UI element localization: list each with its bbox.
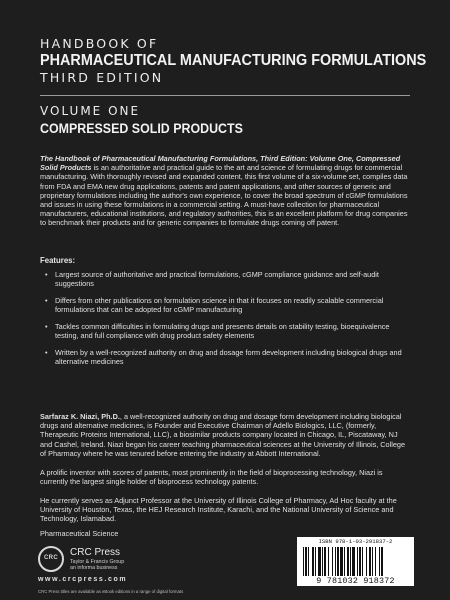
- barcode-bar: [318, 547, 321, 576]
- barcode-bar: [305, 547, 307, 576]
- barcode-bar: [324, 547, 326, 576]
- crc-logo-icon: [38, 546, 64, 572]
- publisher-group: Taylor & Francis Group: [70, 559, 125, 565]
- publisher-name: CRC Press: [70, 547, 121, 558]
- features-list: [40, 270, 410, 374]
- feature-text: Tackles common difficulties in formulating drugs and presents details on stability testing, bioequivalence testing, and full compliance with drug product safety elements: [55, 322, 390, 341]
- barcode-bar: [344, 547, 345, 576]
- volume-title: COMPRESSED SOLID PRODUCTS: [40, 121, 243, 136]
- bullet-icon: •: [45, 270, 48, 279]
- inventor-paragraph: A prolific inventor with scores of patents, most prominently in the field of bioprocessing technology, Niazi is currently the largest single holder of bioprocess technology patents.: [40, 468, 383, 487]
- barcode-bar: [340, 547, 343, 576]
- book-header: [40, 36, 427, 85]
- barcode-bar: [308, 547, 309, 576]
- barcode-bar: [359, 547, 361, 576]
- barcode-number: 9 781032 918372: [316, 576, 395, 586]
- barcode-bar: [375, 547, 376, 576]
- barcode-bar: [312, 547, 314, 576]
- bio-text: , a well-recognized authority on drug and dosage form development including biological drugs and alternative medicines, is Founder and Executive Chairman of Adello Biologics, LLC, (formerly, Therapeutic Proteins International, LLC), a biosimilar products company located in Chicago, IL, Piscataway, NJ and Cashel, Ireland. Niazi began his career teaching pharmaceutical sciences at the University of Illinois, College of Pharmacy where he was tenured before entering the industry at Abbott International.: [40, 412, 406, 458]
- barcode-bar: [352, 547, 355, 576]
- barcode-bar: [357, 547, 358, 576]
- barcode-bar: [335, 547, 336, 576]
- list-item: [40, 296, 410, 314]
- bullet-icon: •: [45, 322, 48, 331]
- bullet-icon: •: [45, 348, 48, 357]
- barcode-bar: [303, 547, 304, 576]
- list-item: [40, 322, 410, 340]
- author-bio-paragraph: [40, 412, 410, 458]
- list-item: [40, 270, 410, 288]
- barcode-bar: [362, 547, 363, 576]
- barcode-icon: [303, 547, 408, 576]
- edition-label: THIRD EDITION: [40, 70, 164, 85]
- barcode-bar: [332, 547, 333, 576]
- barcode-bar: [372, 547, 373, 576]
- barcode-bar: [322, 547, 323, 576]
- volume-label: VOLUME ONE: [40, 104, 141, 118]
- barcode-bar: [381, 547, 383, 576]
- barcode-bar: [315, 547, 316, 576]
- intro-paragraph: [40, 154, 410, 228]
- ebook-note: CRC Press titles are available as eBook editions in a range of digital formats: [38, 589, 184, 594]
- author-name: Sarfaraz K. Niazi, Ph.D.: [40, 412, 120, 421]
- list-item: [40, 348, 410, 366]
- barcode-box: [297, 537, 414, 586]
- feature-text: Differs from other publications on formulation science in that it focuses on readily scalable commercial formulations that can be adopted for cGMP manufacturing: [55, 296, 384, 315]
- professor-paragraph: He currently serves as Adjunct Professor at the University of Illinois College of Pharmacy, Ad Hoc faculty at the University of Houston, Texas, the HEJ Research Institute, Karachi, and the National University of Science and Technology, Islamabad.: [40, 496, 397, 524]
- feature-text: Largest source of authoritative and practical formulations, cGMP compliance guidance and self-audit suggestions: [55, 270, 379, 289]
- intro-text: is an authoritative and practical guide to the art and science of formulating drugs for commercial manufacturing. With thoroughly revised and expanded content, this first volume of a six-volume set, compiles data from FDA and EMA new drug applications, patents and patent applications, and other sources of generic and proprietary formulations including the author's own experience, to cover the broad spectrum of cGMP formulations and issues in using these formulations in a commercial setting. A must-have collection for pharmaceutical manufacturers, educational institutions, and regulatory authorities, this is an excellent platform for drug companies to benchmark their products and for generic companies to formulate drugs coming off patent.: [40, 163, 408, 228]
- publisher-subtitle: [70, 559, 124, 571]
- header-line-1: HANDBOOK OF: [40, 36, 159, 51]
- intro-title: The Handbook of Pharmaceutical Manufacturing Formulations, Third Edition: Volume One, Compressed Solid Products: [40, 154, 401, 173]
- barcode-bar: [379, 547, 380, 576]
- barcode-bar: [337, 547, 339, 576]
- isbn-label: ISBN 978-1-03-291837-2: [318, 538, 393, 545]
- publisher-url: www.crcpress.com: [38, 576, 128, 583]
- logo-text: CRC: [44, 555, 58, 561]
- barcode-bar: [328, 547, 329, 576]
- barcode-bar: [366, 547, 367, 576]
- features-heading: Features:: [40, 256, 76, 265]
- barcode-bar: [347, 547, 349, 576]
- divider-rule: [40, 95, 410, 96]
- book-title: PHARMACEUTICAL MANUFACTURING FORMULATIONS: [40, 52, 427, 69]
- publisher-tagline: an informa business: [70, 565, 118, 571]
- barcode-bar: [369, 547, 371, 576]
- feature-text: Written by a well-recognized authority on drug and dosage form development including biological drugs and alternative medicines: [55, 348, 402, 367]
- subject-category: Pharmaceutical Science: [40, 529, 119, 538]
- barcode-bar: [350, 547, 351, 576]
- bullet-icon: •: [45, 296, 48, 305]
